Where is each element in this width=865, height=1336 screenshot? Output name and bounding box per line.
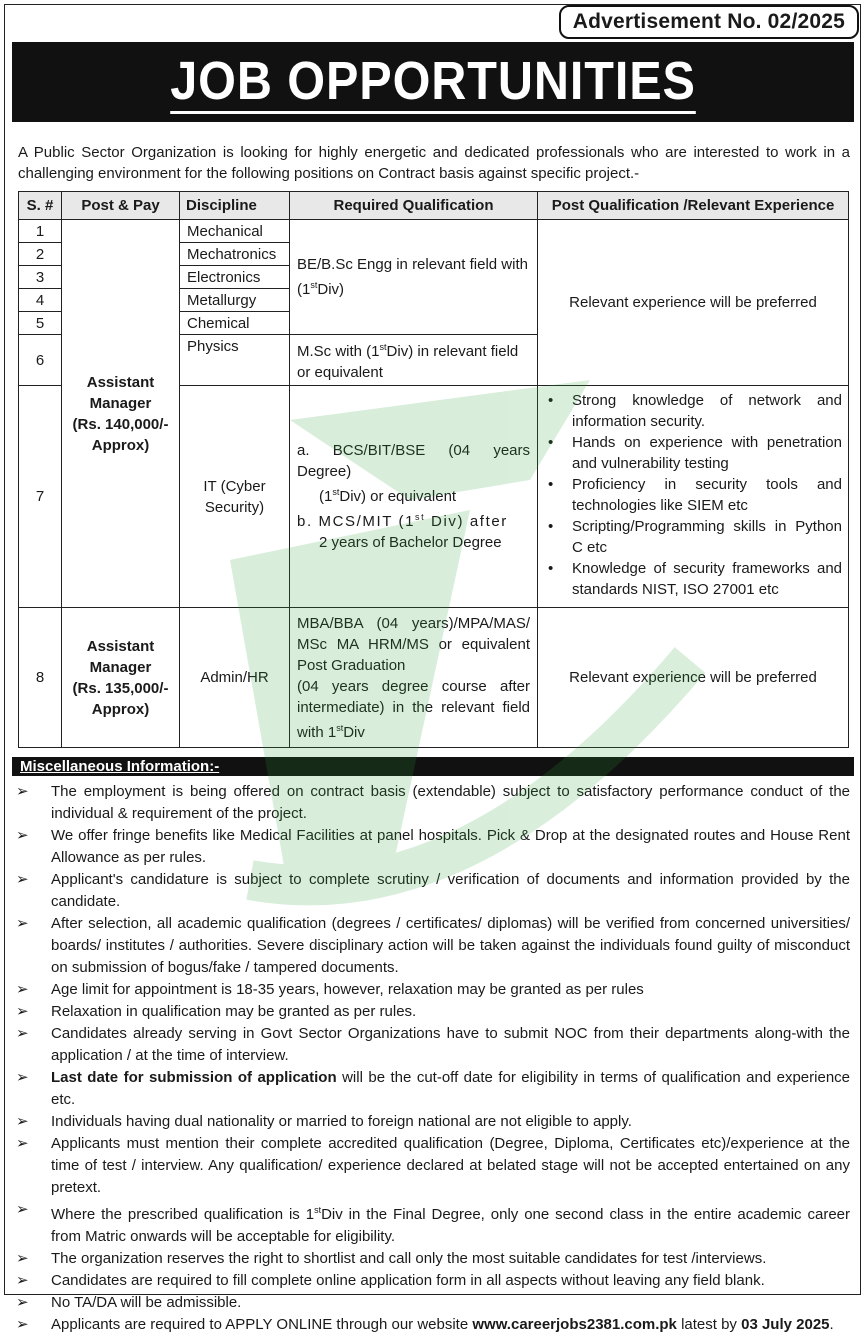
- post-title-1: Assistant: [86, 637, 155, 655]
- qualification-text: MBA/BBA (04 years)/MPA/MAS/ MSc MA HRM/MS or equivalent Post Graduation: [297, 614, 530, 674]
- intro-paragraph: A Public Sector Organization is looking for highly energetic and dedicated professionals who are interested to work in a challenging environment for the following positions on Contract basis against specific project.-: [18, 144, 850, 182]
- header-qualification: Required Qualification: [290, 192, 538, 220]
- sn-cell: 7: [19, 386, 62, 608]
- qualification-cell: [290, 386, 538, 608]
- qualification-cell: [290, 220, 538, 335]
- arrow-bullet-icon: ➢: [16, 915, 29, 932]
- misc-item-text: Candidates already serving in Govt Sector Organizations have to submit NOC from their departments along-with the application / at the time of interview.: [51, 1025, 850, 1064]
- ordinal-sup: st: [415, 512, 426, 522]
- discipline-cell: Chemical: [180, 312, 290, 335]
- qualification-cell: [290, 608, 538, 748]
- qualification-b-line: [297, 507, 530, 532]
- sn-cell: 3: [19, 266, 62, 289]
- misc-item-text: Div in the Final Degree, only one second class in the entire academic career from Matric onwards will be acceptable for eligibility.: [51, 1206, 850, 1245]
- post-pay-cell: [62, 220, 180, 608]
- post-pay-1: (Rs. 140,000/-: [72, 415, 169, 433]
- post-title-2: Manager: [89, 658, 152, 676]
- page-title: JOB OPPORTUNITIES: [170, 51, 696, 114]
- experience-list: [538, 386, 848, 604]
- arrow-bullet-icon: ➢: [16, 1113, 29, 1130]
- discipline-cell: Mechatronics: [180, 243, 290, 266]
- misc-item: [14, 1067, 850, 1111]
- misc-item: [14, 1248, 850, 1270]
- experience-item: • Strong knowledge of network and information security.: [548, 390, 842, 432]
- arrow-bullet-icon: ➢: [16, 827, 29, 844]
- experience-item: • Proficiency in security tools and technologies like SIEM etc: [548, 474, 842, 516]
- misc-heading: Miscellaneous Information:-: [20, 758, 220, 775]
- arrow-bullet-icon: ➢: [16, 783, 29, 800]
- qualification-b-line2: 2 years of Bachelor Degree: [319, 534, 502, 551]
- sn-cell: 2: [19, 243, 62, 266]
- arrow-bullet-icon: ➢: [16, 1294, 29, 1311]
- misc-item-text: We offer fringe benefits like Medical Facilities at panel hospitals. Pick & Drop at the designated routes and House Rent Allowance as per rules.: [51, 827, 850, 866]
- misc-item: [14, 1292, 850, 1314]
- arrow-bullet-icon: ➢: [16, 1135, 29, 1152]
- header-sn: S. #: [19, 192, 62, 220]
- arrow-bullet-icon: ➢: [16, 981, 29, 998]
- post-title-2: Manager: [89, 394, 152, 412]
- title-banner: [12, 42, 854, 122]
- positions-table: [18, 191, 849, 748]
- ordinal-sup: st: [336, 722, 344, 733]
- misc-heading-bar: [12, 757, 854, 776]
- arrow-bullet-icon: ➢: [16, 1003, 29, 1020]
- header-discipline: Discipline: [180, 192, 290, 220]
- qualification-text: Div) or equivalent: [339, 488, 457, 505]
- qualification-text: b. MCS/MIT (1: [297, 513, 416, 530]
- misc-item: [14, 781, 850, 825]
- table-header-row: [19, 192, 849, 220]
- misc-item-text: latest by: [676, 1316, 742, 1333]
- misc-item: [14, 1270, 850, 1292]
- ordinal-sup: st: [314, 1205, 322, 1215]
- header-post-pay: Post & Pay: [62, 192, 180, 220]
- qualification-a-line2: [297, 482, 530, 507]
- header-experience: Post Qualification /Relevant Experience: [538, 192, 849, 220]
- arrow-bullet-icon: ➢: [16, 1069, 29, 1086]
- experience-item: • Knowledge of security frameworks and standards NIST, ISO 27001 etc: [548, 558, 842, 600]
- qualification-text: (04 years degree course after intermediate) in the relevant field with 1: [297, 677, 530, 741]
- misc-item-text: Individuals having dual nationality or married to foreign national are not eligible to apply.: [51, 1113, 632, 1130]
- post-pay-2: Approx): [91, 436, 150, 454]
- misc-item-text: Candidates are required to fill complete online application form in all aspects without leaving any field blank.: [51, 1272, 765, 1289]
- experience-cell: Relevant experience will be preferred: [538, 220, 849, 386]
- misc-item-text: Where the prescribed qualification is 1: [51, 1206, 315, 1223]
- misc-item: [14, 1314, 850, 1336]
- arrow-bullet-icon: ➢: [16, 871, 29, 888]
- misc-item: [14, 1001, 850, 1023]
- misc-item: [14, 869, 850, 913]
- experience-cell: Relevant experience will be preferred: [538, 608, 849, 748]
- qualification-cell: [290, 335, 538, 386]
- qualification-text: Div) after: [431, 513, 508, 530]
- misc-item-text: will be the cut-off date for eligibility in terms of qualification and experience etc.: [51, 1069, 851, 1108]
- post-pay-1: (Rs. 135,000/-: [72, 679, 169, 697]
- arrow-bullet-icon: ➢: [16, 1025, 29, 1042]
- misc-list: [14, 781, 850, 1336]
- ordinal-sup: st: [310, 280, 318, 290]
- misc-item-text: After selection, all academic qualification (degrees / certificates/ diplomas) will be verified from concerned universities/ boards/ institutes / authorities. Severe disciplinary action will be taken against the individuals found guilty of misconduct on submission of bogus/fake / tampered documents.: [51, 915, 850, 976]
- qualification-text: M.Sc with (1: [297, 343, 380, 360]
- qualification-text: Div) in relevant field or equivalent: [297, 343, 519, 381]
- deadline-date: 03 July 2025: [741, 1316, 830, 1333]
- misc-item-text: Applicants must mention their complete accredited qualification (Degree, Diploma, Certificates etc)/experience at the time of test / interview. Any qualification/ experience declared at belated stage will not be accepted entertained on any pretext.: [51, 1135, 850, 1196]
- experience-cell: [538, 386, 849, 608]
- qualification-text: Div): [317, 281, 345, 298]
- discipline-cell: IT (Cyber Security): [180, 386, 290, 608]
- misc-item-text: Applicants are required to APPLY ONLINE through our website: [51, 1316, 473, 1333]
- misc-item-text: Applicant's candidature is subject to complete scrutiny / verification of documents and information provided by the candidate.: [51, 871, 850, 910]
- experience-item: • Hands on experience with penetration and vulnerability testing: [548, 432, 842, 474]
- misc-item-text: The organization reserves the right to shortlist and call only the most suitable candidates for test /interviews.: [51, 1250, 767, 1267]
- misc-item-text: .: [829, 1316, 834, 1333]
- table-row: [19, 220, 849, 243]
- discipline-cell: Physics: [180, 335, 290, 386]
- qualification-text: Div: [343, 723, 365, 741]
- misc-item: [14, 913, 850, 979]
- misc-item-text: No TA/DA will be admissible.: [51, 1294, 242, 1311]
- discipline-cell: Metallurgy: [180, 289, 290, 312]
- misc-item: [14, 1199, 850, 1248]
- sn-cell: 1: [19, 220, 62, 243]
- qualification-text: BE/B.Sc Engg in relevant field with (1: [297, 256, 528, 298]
- arrow-bullet-icon: ➢: [16, 1201, 29, 1218]
- misc-item-bold: Last date for submission of application: [51, 1069, 337, 1086]
- discipline-cell: Admin/HR: [180, 608, 290, 748]
- misc-item: [14, 1111, 850, 1133]
- misc-item: [14, 1133, 850, 1199]
- misc-item-text: The employment is being offered on contract basis (extendable) subject to satisfactory performance conduct of the individual & requirement of the project.: [51, 783, 850, 822]
- arrow-bullet-icon: ➢: [16, 1316, 29, 1333]
- qualification-a-line: a. BCS/BIT/BSE (04 years Degree): [297, 442, 530, 480]
- table-row: [19, 608, 849, 748]
- misc-item: [14, 825, 850, 869]
- ordinal-sup: st: [332, 487, 340, 497]
- advertisement-number: Advertisement No. 02/2025: [559, 5, 859, 39]
- sn-cell: 8: [19, 608, 62, 748]
- misc-item: [14, 979, 850, 1001]
- post-title-1: Assistant: [86, 373, 155, 391]
- experience-item: • Scripting/Programming skills in Python C etc: [548, 516, 842, 558]
- website-link[interactable]: www.careerjobs2381.com.pk: [472, 1316, 677, 1333]
- ordinal-sup: st: [379, 342, 387, 352]
- sn-cell: 4: [19, 289, 62, 312]
- misc-item-text: Relaxation in qualification may be granted as per rules.: [51, 1003, 417, 1020]
- qualification-text: (1: [319, 488, 333, 505]
- sn-cell: 5: [19, 312, 62, 335]
- misc-item: [14, 1023, 850, 1067]
- discipline-cell: Electronics: [180, 266, 290, 289]
- arrow-bullet-icon: ➢: [16, 1250, 29, 1267]
- discipline-cell: Mechanical: [180, 220, 290, 243]
- sn-cell: 6: [19, 335, 62, 386]
- post-pay-2: Approx): [91, 700, 150, 718]
- post-pay-cell: [62, 608, 180, 748]
- arrow-bullet-icon: ➢: [16, 1272, 29, 1289]
- misc-item-text: Age limit for appointment is 18-35 years, however, relaxation may be granted as per rules: [51, 981, 644, 998]
- qualification-text-2: [297, 676, 530, 743]
